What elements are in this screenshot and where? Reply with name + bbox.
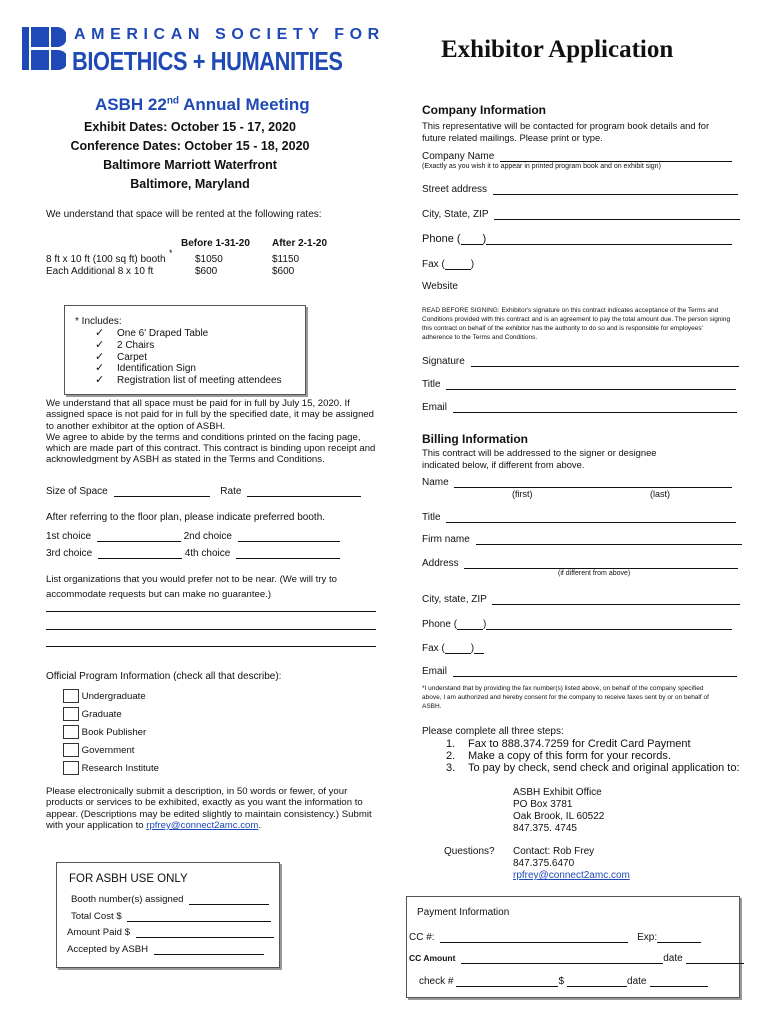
description-end: .: [258, 819, 262, 831]
mailing-address-line: ASBH Exhibit Office: [513, 787, 602, 798]
includes-item: ✓ Registration list of meeting attendees: [95, 374, 282, 387]
terms-paragraph-2: We agree to abide by the terms and conditions printed on the facing page, which are made part of this contract. This contract is binding upon receipt and acknowledgment by ASBH as stated in the Terms and Conditions.: [46, 431, 376, 466]
billing-info-intro: This contract will be addressed to the signer or designee indicated below, if different from above.: [422, 447, 657, 470]
city-state-zip-row: [422, 208, 740, 220]
check-date-field[interactable]: [650, 975, 708, 987]
checkmark-icon: ✓: [95, 338, 105, 351]
checkbox[interactable]: [63, 725, 79, 739]
contact-email-link[interactable]: rpfrey@connect2amc.com: [513, 870, 630, 881]
third-choice-label: 3rd choice: [46, 548, 93, 559]
cc-number-label: CC #:: [409, 932, 435, 943]
contact-phone: 847.375.6470: [513, 858, 575, 869]
questions-label: Questions?: [444, 846, 495, 857]
checkmark-icon: ✓: [95, 327, 105, 339]
check-amount-field[interactable]: [567, 975, 627, 987]
payment-info-title: Payment Information: [417, 907, 510, 918]
total-cost-label: Total Cost $: [71, 911, 122, 922]
rates-intro: We understand that space will be rented at the following rates:: [46, 209, 322, 220]
fax-label: Fax (: [422, 259, 445, 270]
step-item: 3. To pay by check, send check and original application to:: [446, 762, 740, 774]
company-name-note: (Exactly as you wish it to appear in printed program book and on exhibit sign): [422, 163, 661, 170]
second-choice-field[interactable]: [238, 530, 340, 542]
rates-col-before: Before 1-31-20: [181, 238, 250, 249]
asbh-use-title: FOR ASBH USE ONLY: [69, 873, 188, 885]
booth-assigned-row: [71, 893, 269, 905]
street-address-row: [422, 183, 738, 195]
billing-phone-row: [422, 618, 732, 630]
phone-row: [422, 233, 732, 245]
steps-list: [446, 738, 740, 774]
rate-row-1-after: $1150: [272, 254, 300, 265]
billing-address-field[interactable]: [464, 557, 738, 569]
title-row: [422, 378, 736, 390]
not-near-field-2[interactable]: [46, 629, 376, 630]
meeting-title-post: Annual Meeting: [179, 95, 310, 114]
email-row: [422, 401, 737, 413]
includes-label: * Includes:: [75, 316, 122, 327]
phone-field[interactable]: [486, 233, 732, 245]
phone-close: ): [482, 233, 487, 245]
company-info-title: Company Information: [422, 103, 547, 117]
program-option[interactable]: Graduate: [63, 706, 159, 724]
program-option[interactable]: Research Institute: [63, 760, 159, 778]
website-label: Website: [422, 281, 458, 292]
contact-name: Contact: Rob Frey: [513, 846, 595, 857]
logo-bioethics: BIOETHICS: [72, 46, 188, 76]
cc-date-field[interactable]: [686, 952, 744, 964]
steps-intro: Please complete all three steps:: [422, 726, 564, 737]
logo-line-1: AMERICAN SOCIETY FOR: [74, 26, 385, 43]
email-field[interactable]: [453, 401, 737, 413]
cc-amount-label: CC Amount: [409, 953, 456, 963]
firm-name-label: Firm name: [422, 534, 470, 545]
billing-address-row: [422, 557, 738, 569]
first-choice-label: 1st choice: [46, 531, 92, 542]
billing-fax-area-field[interactable]: [445, 642, 471, 654]
rates-asterisk: *: [169, 248, 173, 258]
logo-humanities: HUMANITIES: [210, 46, 343, 76]
size-of-space-field[interactable]: [114, 485, 210, 497]
firm-name-row: [422, 533, 742, 545]
meeting-title-pre: ASBH 22: [95, 95, 167, 114]
floor-plan-note: After referring to the floor plan, please indicate preferred booth.: [46, 512, 326, 523]
booth-assigned-field[interactable]: [189, 893, 269, 905]
website-row: [422, 281, 458, 292]
third-choice-field[interactable]: [98, 547, 182, 559]
company-info-intro: This representative will be contacted for program book details and for future related mailings. Please print or type.: [422, 120, 710, 143]
rate-row-2: [46, 266, 153, 277]
rate-row-2-after: $600: [272, 266, 295, 277]
fourth-choice-label: 4th choice: [184, 548, 231, 559]
check-date-label: date: [627, 976, 647, 987]
choice-row-1: [46, 530, 340, 542]
checkbox[interactable]: [63, 689, 79, 703]
billing-title-label: Title: [422, 512, 441, 523]
billing-phone-area-field[interactable]: [457, 618, 483, 630]
billing-phone-close: ): [483, 619, 487, 630]
billing-name-label: Name: [422, 477, 449, 488]
logo-mark-icon: [22, 25, 66, 72]
payment-info-box: [406, 896, 740, 998]
checkbox[interactable]: [63, 707, 79, 721]
program-option[interactable]: Book Publisher: [63, 724, 159, 742]
check-number-label: check #: [419, 976, 454, 987]
terms-paragraph-1: We understand that all space must be paid for in full by July 15, 2020. If assigned space is not paid for in full by the specified date, it may be assigned to another exhibitor at the option of ASBH.: [46, 398, 374, 432]
mailing-address: [513, 787, 604, 835]
street-address-field[interactable]: [493, 183, 738, 195]
mailing-address-line: Oak Brook, IL 60522: [513, 811, 605, 822]
company-name-label: Company Name: [422, 151, 495, 162]
total-cost-row: [71, 910, 271, 922]
not-near-field-1[interactable]: [46, 611, 376, 612]
billing-first-note: (first): [512, 489, 533, 499]
asbh-logo: [22, 25, 422, 75]
billing-fax-label: Fax (: [422, 643, 445, 654]
company-name-field[interactable]: [500, 150, 732, 162]
billing-city-field[interactable]: [492, 593, 740, 605]
billing-fax-field[interactable]: [474, 642, 484, 654]
asbh-use-box: [56, 862, 280, 968]
terms-text: [46, 398, 382, 466]
checkmark-icon: ✓: [95, 350, 105, 363]
meeting-details: [60, 118, 320, 194]
not-near-note: [46, 572, 337, 602]
description-text: Please electronically submit a description, in 50 words or fewer, of your products or services to be exhibited, exactly as you want the information to appear. (Descriptions may be edited slightly to maintain consistency.) Submit with your application to: [46, 786, 372, 831]
accepted-by-row: [67, 943, 264, 955]
exp-field[interactable]: [657, 931, 701, 943]
not-near-line-1: List organizations that you would prefer not to be near. (We will try to: [46, 574, 337, 585]
signature-label: Signature: [422, 356, 465, 367]
exhibit-dates: Exhibit Dates: October 15 - 17, 2020: [84, 120, 296, 134]
contact-block: [513, 846, 630, 882]
accepted-by-field[interactable]: [154, 943, 264, 955]
exp-label: Exp:: [637, 932, 658, 943]
meeting-title: [95, 95, 310, 115]
billing-name-row: [422, 476, 732, 488]
read-before-signing: READ BEFORE SIGNING: Exhibitor's signature on this contract indicates acceptance of the Terms and Conditions provided with this contract and is an agreement to pay the total amount due. The person signing this contract on behalf of the exhibitor has the authority to do so and is responsible for employees' adherence to the Terms and Conditions.: [422, 307, 731, 341]
billing-city-row: [422, 593, 740, 605]
description-note: [46, 786, 386, 831]
title-field[interactable]: [446, 378, 736, 390]
fax-close: ): [470, 259, 475, 270]
billing-email-label: Email: [422, 666, 448, 677]
venue-city: Baltimore, Maryland: [130, 177, 250, 191]
total-cost-field[interactable]: [127, 910, 271, 922]
meeting-title-sup: nd: [166, 95, 180, 107]
billing-address-note: (if different from above): [558, 570, 631, 577]
email-label: Email: [422, 402, 448, 413]
rate-label: Rate: [220, 486, 242, 497]
includes-item: ✓ Identification Sign: [95, 362, 196, 375]
program-option[interactable]: Undergraduate: [63, 688, 159, 706]
program-info-label: Official Program Information (check all that describe):: [46, 671, 282, 682]
checkbox[interactable]: [63, 761, 79, 775]
step-item: 1. Fax to 888.374.7259 for Credit Card Payment: [446, 738, 691, 750]
cc-amount-field[interactable]: [461, 952, 663, 964]
program-options: [63, 688, 159, 778]
company-name-row: [422, 150, 732, 162]
billing-name-field[interactable]: [454, 476, 732, 488]
rate-row-1: [46, 254, 166, 265]
logo-line-2: [72, 46, 342, 77]
billing-email-row: [422, 665, 737, 677]
logo-plus: +: [192, 46, 206, 76]
rate-row-1-before: $1050: [195, 254, 223, 265]
choice-row-2: [46, 547, 340, 559]
first-choice-field[interactable]: [97, 530, 181, 542]
venue: Baltimore Marriott Waterfront: [103, 158, 277, 172]
billing-phone-field[interactable]: [486, 618, 732, 630]
billing-city-label: City, state, ZIP: [422, 594, 487, 605]
size-of-space-label: Size of Space: [46, 486, 108, 497]
rate-row-2-before: $600: [195, 266, 218, 277]
billing-title-row: [422, 511, 736, 523]
billing-address-label: Address: [422, 558, 459, 569]
booth-assigned-label: Booth number(s) assigned: [71, 894, 184, 905]
includes-item: ✓ Carpet: [95, 350, 148, 363]
check-dollar-label: $: [558, 976, 565, 987]
mailing-address-line: PO Box 3781: [513, 799, 573, 810]
amount-paid-row: [67, 926, 274, 938]
signature-field[interactable]: [471, 355, 739, 367]
city-state-zip-field[interactable]: [494, 208, 740, 220]
fourth-choice-field[interactable]: [236, 547, 340, 559]
check-row: [419, 975, 708, 987]
conference-dates: Conference Dates: October 15 - 18, 2020: [70, 139, 310, 153]
amount-paid-field[interactable]: [136, 926, 274, 938]
rates-col-after: After 2-1-20: [272, 238, 328, 249]
includes-item: ✓ One 6' Draped Table: [95, 327, 209, 339]
rate-field[interactable]: [247, 485, 361, 497]
cc-number-field[interactable]: [440, 931, 628, 943]
billing-title-field[interactable]: [446, 511, 736, 523]
firm-name-field[interactable]: [476, 533, 742, 545]
mailing-address-line: 847.375. 4745: [513, 823, 577, 834]
not-near-line-2: accommodate requests but can make no guarantee.): [46, 589, 272, 600]
amount-paid-label: Amount Paid $: [67, 927, 130, 938]
step-item: 2. Make a copy of this form for your records.: [446, 750, 671, 762]
title-label: Title: [422, 379, 441, 390]
includes-item: ✓ 2 Chairs: [95, 338, 155, 351]
cc-number-row: [409, 931, 701, 943]
not-near-field-3[interactable]: [46, 646, 376, 647]
city-state-zip-label: City, State, ZIP: [422, 209, 489, 220]
includes-box: [64, 305, 306, 395]
checkbox[interactable]: [63, 743, 79, 757]
billing-email-field[interactable]: [453, 665, 737, 677]
cc-date-label: date: [663, 953, 683, 964]
rate-row-1-label: 8 ft x 10 ft (100 sq ft) booth: [46, 254, 166, 265]
fax-row: [422, 258, 474, 270]
street-address-label: Street address: [422, 184, 488, 195]
billing-fax-close: ): [470, 643, 475, 654]
billing-fax-row: [422, 642, 484, 654]
signature-row: [422, 355, 739, 367]
billing-last-note: (last): [650, 489, 670, 499]
accepted-by-label: Accepted by ASBH: [67, 944, 149, 955]
includes-list: [95, 328, 282, 387]
fax-area-field[interactable]: [445, 258, 471, 270]
check-number-field[interactable]: [456, 975, 558, 987]
rate-row-2-label: Each Additional 8 x 10 ft: [46, 266, 154, 277]
cc-amount-row: [409, 952, 744, 964]
phone-area-field[interactable]: [461, 233, 483, 245]
phone-label: Phone (: [422, 233, 461, 245]
program-option[interactable]: Government: [63, 742, 159, 760]
size-of-space-row: [46, 485, 361, 497]
second-choice-label: 2nd choice: [183, 531, 232, 542]
checkmark-icon: ✓: [95, 362, 105, 375]
fax-consent-note: *I understand that by providing the fax number(s) listed above, on behalf of the company specified above, I am authorized and hereby consent for the company to receive faxes sent by or on behalf of ASBH.: [422, 685, 709, 710]
page-title: Exhibitor Application: [441, 36, 674, 63]
billing-phone-label: Phone (: [422, 619, 458, 630]
billing-info-title: Billing Information: [422, 432, 528, 446]
checkmark-icon: ✓: [95, 374, 105, 387]
description-email-link[interactable]: rpfrey@connect2amc.com: [146, 819, 259, 831]
